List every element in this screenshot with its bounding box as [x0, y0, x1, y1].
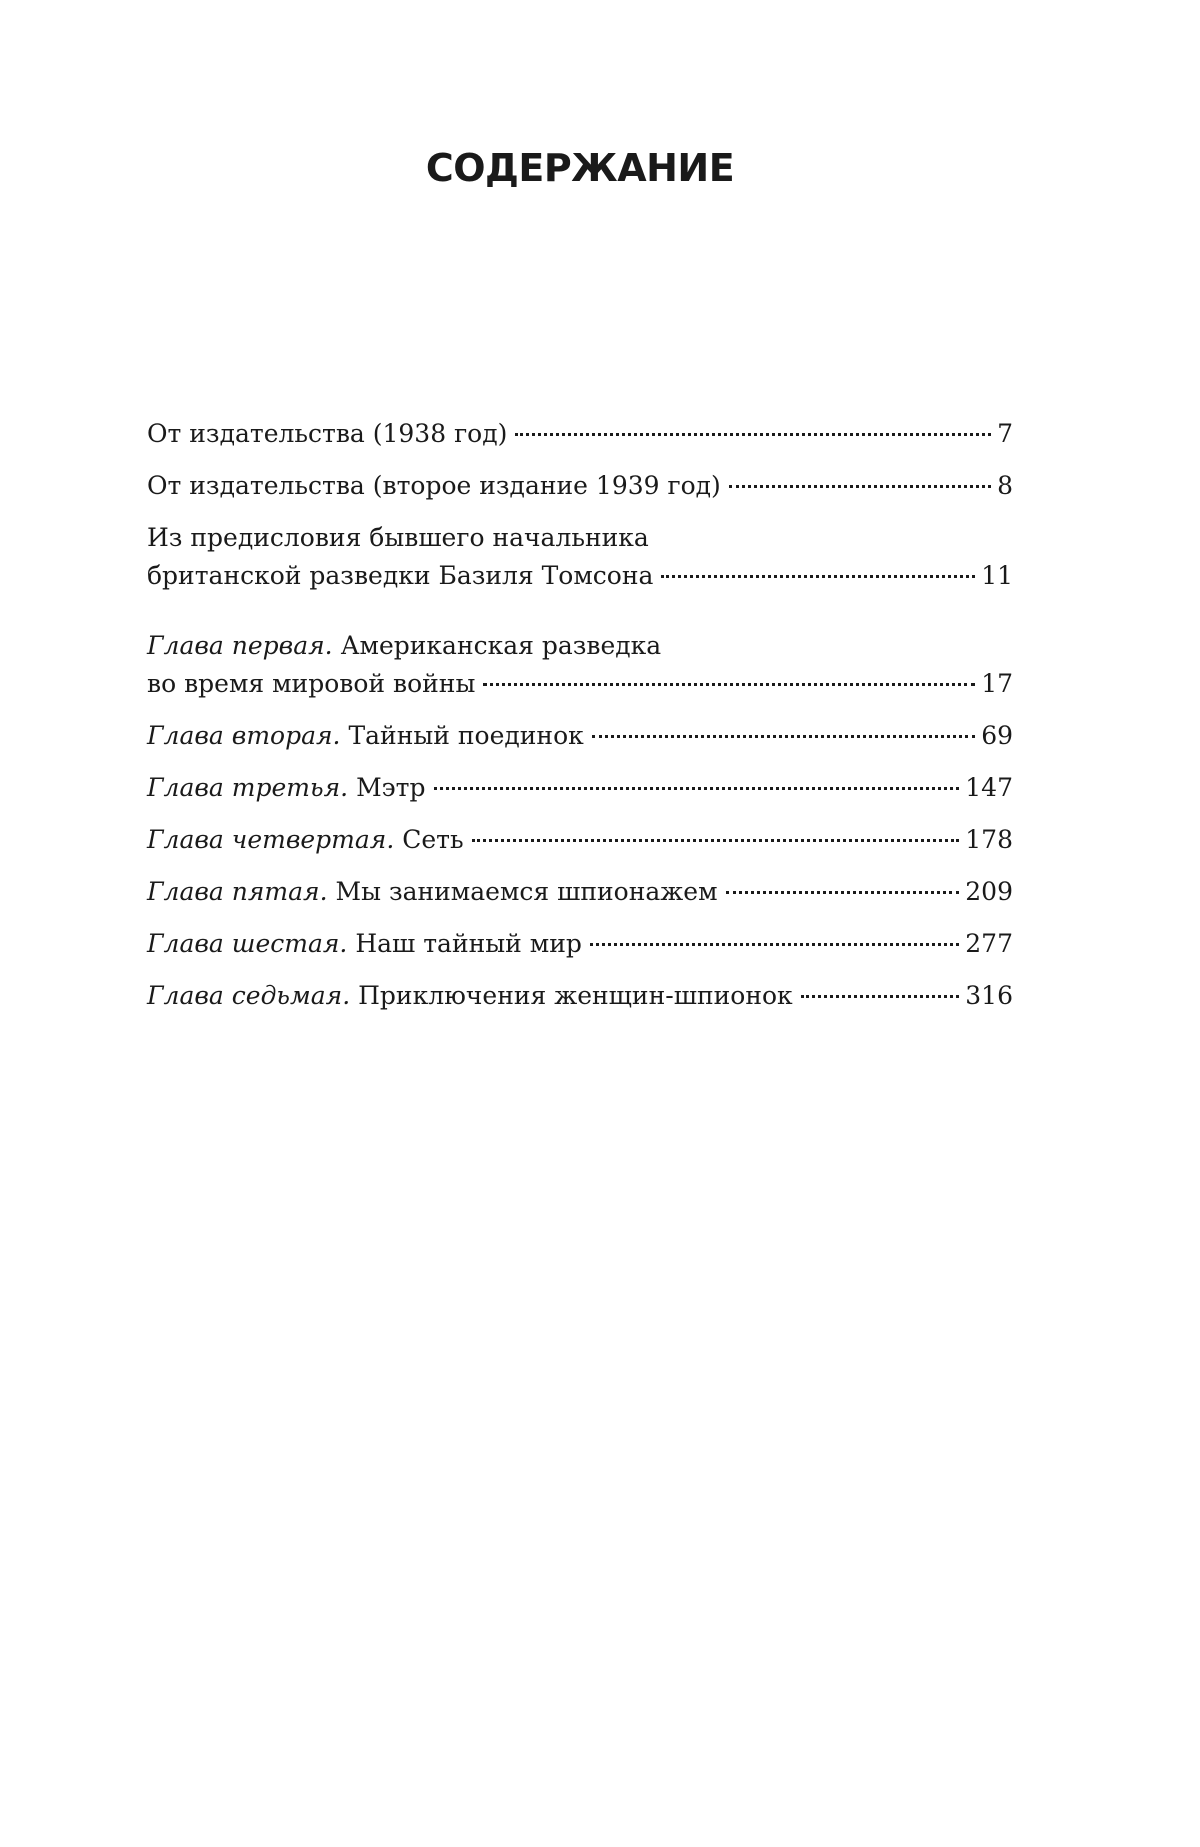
toc-entry-title: От издательства (второе издание 1939 год): [147, 471, 721, 500]
toc-page-number: 7: [997, 419, 1013, 448]
toc-entry-label: [147, 557, 653, 595]
toc-entry-label: [147, 769, 426, 807]
toc-entry-title: британской разведки Базиля Томсона: [147, 561, 654, 590]
toc-leader-dots: [729, 485, 991, 488]
toc-entry-label: [147, 627, 661, 665]
toc-leader-dots: [661, 575, 975, 578]
table-of-contents: [147, 415, 1013, 1029]
toc-leader-dots: [590, 943, 959, 946]
toc-entry-title: во время мировой войны: [147, 669, 476, 698]
toc-chapter-number: Глава пятая.: [147, 877, 328, 906]
toc-entry-line: [147, 717, 1013, 755]
toc-entry-line: [147, 415, 1013, 453]
toc-entry-title: Приключения женщин-шпионок: [358, 981, 793, 1010]
toc-entry-label: [147, 925, 582, 963]
toc-entry-title: Наш тайный мир: [355, 929, 582, 958]
toc-leader-dots: [434, 787, 960, 790]
toc-page-number: 11: [981, 561, 1013, 590]
toc-page-number: 17: [981, 669, 1013, 698]
toc-entry[interactable]: [147, 467, 1013, 505]
toc-leader-dots: [801, 995, 960, 998]
toc-entry-label: [147, 977, 793, 1015]
toc-entry[interactable]: [147, 519, 1013, 595]
toc-entry-label: [147, 467, 721, 505]
toc-entry-line: [147, 821, 1013, 859]
toc-entry-label: [147, 873, 718, 911]
toc-page-number: 69: [981, 721, 1013, 750]
toc-entry-label: [147, 821, 464, 859]
toc-chapter-number: Глава первая.: [147, 631, 333, 660]
toc-entry-line: [147, 977, 1013, 1015]
toc-page-number: 147: [965, 773, 1013, 802]
toc-entry-line: [147, 627, 1013, 665]
toc-entry-title: Мэтр: [356, 773, 426, 802]
toc-entry[interactable]: [147, 769, 1013, 807]
toc-leader-dots: [483, 683, 975, 686]
toc-chapter-number: Глава седьмая.: [147, 981, 351, 1010]
toc-entry-label: [147, 415, 507, 453]
toc-entry-title: Тайный поединок: [348, 721, 584, 750]
toc-entry[interactable]: [147, 415, 1013, 453]
toc-entry-title: Американская разведка: [340, 631, 662, 660]
toc-leader-dots: [592, 735, 975, 738]
toc-entry-line: [147, 769, 1013, 807]
toc-entry[interactable]: [147, 925, 1013, 963]
toc-leader-dots: [515, 433, 991, 436]
toc-entry-title: Из предисловия бывшего начальника: [147, 523, 649, 552]
toc-entry[interactable]: [147, 821, 1013, 859]
toc-leader-dots: [472, 839, 960, 842]
toc-entry-title: Сеть: [402, 825, 464, 854]
toc-entry-line: [147, 519, 1013, 557]
toc-entry-line: [147, 873, 1013, 911]
toc-entry-line: [147, 557, 1013, 595]
toc-entry-label: [147, 717, 584, 755]
toc-leader-dots: [726, 891, 960, 894]
toc-entry-title: Мы занимаемся шпионажем: [335, 877, 718, 906]
toc-entry-label: [147, 665, 475, 703]
toc-page-number: 178: [965, 825, 1013, 854]
toc-entry-label: [147, 519, 649, 557]
toc-page-number: 277: [965, 929, 1013, 958]
toc-entry-line: [147, 665, 1013, 703]
toc-entry[interactable]: [147, 977, 1013, 1015]
toc-chapter-number: Глава четвертая.: [147, 825, 395, 854]
toc-chapter-number: Глава третья.: [147, 773, 349, 802]
toc-entry-title: От издательства (1938 год): [147, 419, 508, 448]
toc-entry-line: [147, 467, 1013, 505]
toc-page-number: 8: [997, 471, 1013, 500]
toc-entry[interactable]: [147, 627, 1013, 703]
toc-chapter-number: Глава вторая.: [147, 721, 341, 750]
toc-entry[interactable]: [147, 873, 1013, 911]
toc-page-number: 209: [965, 877, 1013, 906]
page-title: СОДЕРЖАНИЕ: [425, 146, 735, 190]
toc-entry[interactable]: [147, 717, 1013, 755]
toc-page-number: 316: [965, 981, 1013, 1010]
toc-chapter-number: Глава шестая.: [147, 929, 348, 958]
toc-entry-line: [147, 925, 1013, 963]
